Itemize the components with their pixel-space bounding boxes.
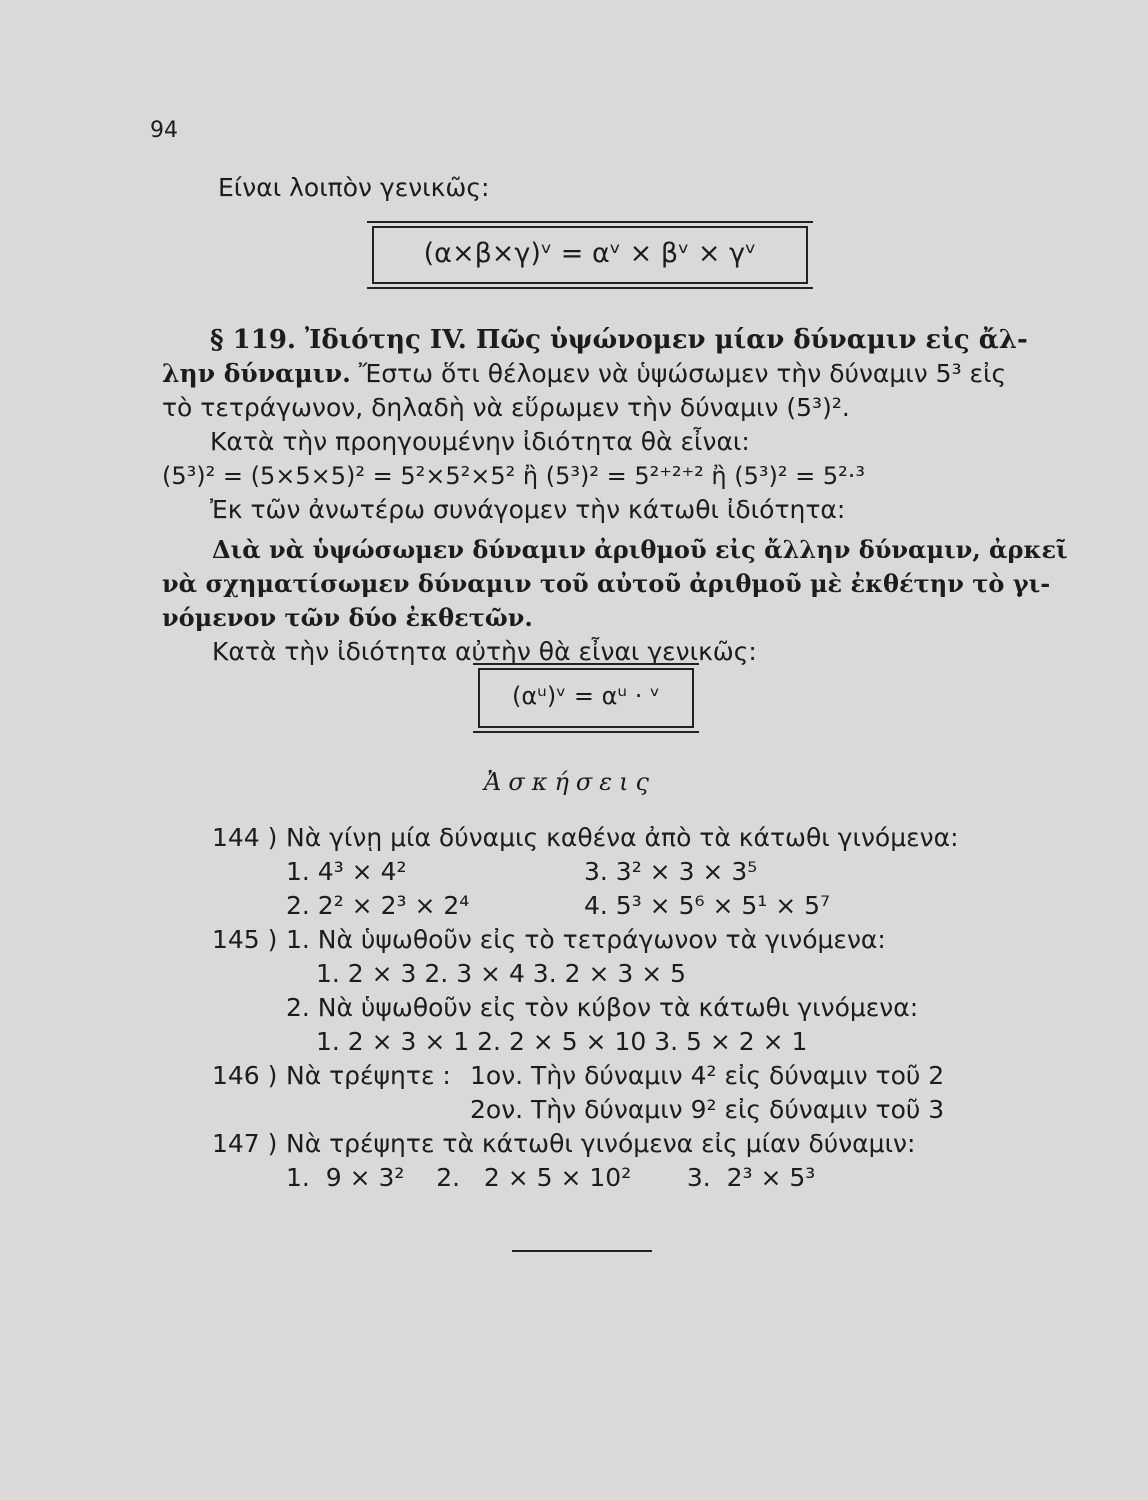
section-line-4: Κατὰ τὴν προηγουμένην ἰδιότητα θὰ εἶναι: <box>210 427 750 456</box>
section-heading-text: § 119. Ἰδιότης IV. Πῶς ὑψώνομεν μίαν δύναμιν εἰς ἄλ- <box>210 325 1028 355</box>
ex146-line-1: 1ον. Τὴν δύναμιν 4² εἰς δύναμιν τοῦ 2 <box>470 1061 945 1090</box>
section-line-2-bold: λην δύναμιν. <box>162 359 351 388</box>
closing-rule <box>512 1250 652 1252</box>
ex144-item-1: 1. 4³ × 4² <box>286 857 407 886</box>
ex144-text: Νὰ γίνῃ μία δύναμις καθένα ἀπὸ τὰ κάτωθι γινόμενα: <box>286 823 959 852</box>
ex145-number: 145 ) <box>212 925 278 954</box>
page-number: 94 <box>150 118 178 143</box>
exercises-title: Ἀσκήσεις <box>484 768 656 796</box>
section-line-2-text: Ἔστω ὅτι θέλομεν νὰ ὑψώσωμεν τὴν δύναμιν 5³ εἰς <box>358 359 1007 388</box>
equation-line: (5³)² = (5×5×5)² = 5²×5²×5² ἢ (5³)² = 5²⁺²⁺² ἢ (5³)² = 5²·³ <box>162 462 865 490</box>
section-line-2 <box>162 356 1042 392</box>
ex145-part-2: 2. Νὰ ὑψωθοῦν εἰς τὸν κύβον τὰ κάτωθι γινόμενα: <box>286 993 919 1022</box>
formula-1: (α×β×γ)ᵛ = αᵛ × βᵛ × γᵛ <box>423 238 757 269</box>
ex144-item-2: 2. 2² × 2³ × 2⁴ <box>286 891 470 920</box>
rule-line-2: νὰ σχηματίσωμεν δύναμιν τοῦ αὐτοῦ ἀριθμοῦ μὲ ἐκθέτην τὸ γι- <box>162 569 1051 598</box>
ex146-line-2: 2ον. Τὴν δύναμιν 9² εἰς δύναμιν τοῦ 3 <box>470 1095 945 1124</box>
section-heading <box>210 322 1046 358</box>
ex144-number: 144 ) <box>212 823 278 852</box>
ex144-item-3: 3. 3² × 3 × 3⁵ <box>584 857 758 886</box>
ex145-part-1-items: 1. 2 × 3 2. 3 × 4 3. 2 × 3 × 5 <box>316 959 686 988</box>
ex147-items: 1. 9 × 3² 2. 2 × 5 × 10² 3. 2³ × 5³ <box>286 1163 816 1192</box>
section-line-10: Κατὰ τὴν ἰδιότητα αὐτὴν θὰ εἶναι γενικῶς: <box>212 637 757 666</box>
ex145-part-2-items: 1. 2 × 3 × 1 2. 2 × 5 × 10 3. 5 × 2 × 1 <box>316 1027 808 1056</box>
rule-line-3: νόμενον τῶν δύο ἐκθετῶν. <box>162 603 533 632</box>
ex144-item-4: 4. 5³ × 5⁶ × 5¹ × 5⁷ <box>584 891 831 920</box>
rule-line-1: Διὰ νὰ ὑψώσωμεν δύναμιν ἀριθμοῦ εἰς ἄλλην δύναμιν, ἀρκεῖ <box>212 535 1068 564</box>
ex146-text: Νὰ τρέψητε : <box>286 1061 451 1090</box>
ex146-number: 146 ) <box>212 1061 278 1090</box>
intro-line: Είναι λοιπὸν γενικῶς: <box>218 173 490 202</box>
section-line-6: Ἐκ τῶν ἀνωτέρω συνάγομεν τὴν κάτωθι ἰδιότητα: <box>210 495 846 524</box>
formula-2: (αᵘ)ᵛ = αᵘ · ᵛ <box>511 682 661 710</box>
ex147-text: Νὰ τρέψητε τὰ κάτωθι γινόμενα εἰς μίαν δύναμιν: <box>286 1129 916 1158</box>
section-line-3: τὸ τετράγωνον, δηλαδὴ νὰ εὕρωμεν τὴν δύναμιν (5³)². <box>162 393 850 422</box>
ex145-part-1: 1. Νὰ ὑψωθοῦν εἰς τὸ τετράγωνον τὰ γινόμενα: <box>286 925 886 954</box>
ex147-number: 147 ) <box>212 1129 278 1158</box>
